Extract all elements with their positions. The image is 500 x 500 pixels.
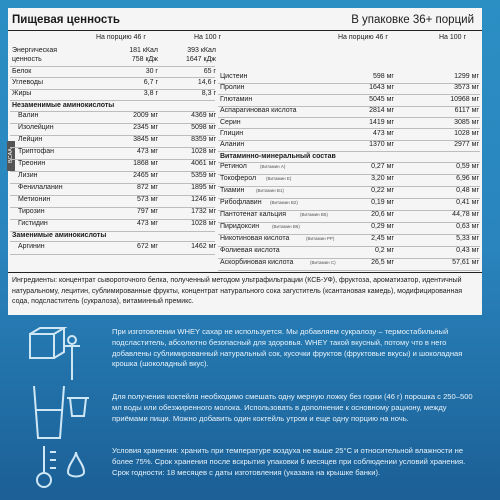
per-100g-value: 8359 мг <box>191 136 216 144</box>
vitamin-tag: (Витамин B5) <box>300 212 328 218</box>
per-serving-value: 0,2 мг <box>374 247 394 255</box>
per-100g-value: 1028 мг <box>191 148 216 156</box>
row-name: Гистидин <box>18 220 48 228</box>
per-100g-value: 0,41 мг <box>456 199 479 207</box>
per-serving-value: 473 мг <box>373 130 394 137</box>
per-serving-value: 1643 мг <box>369 84 394 92</box>
row-name: Фолиевая кислота <box>220 247 280 255</box>
vitamin-tag: (Витамин B6) <box>272 224 300 230</box>
table-row <box>8 72 482 83</box>
row-name: Аргинин <box>18 243 45 250</box>
per-serving-value: 1868 мг <box>133 160 158 168</box>
per-100g-value: 14,6 г <box>197 79 216 86</box>
section-vitamins <box>8 152 482 162</box>
row-name: Белок <box>12 67 32 75</box>
row-name: Серин <box>220 118 241 126</box>
per-100g-value: 5359 мг <box>191 172 216 180</box>
row-name: Никотиновая кислота <box>220 235 290 243</box>
row-name: Глицин <box>220 130 244 137</box>
per-100g-value: 4369 мг <box>191 112 216 120</box>
table-row <box>8 129 482 140</box>
per-serving-value: 3,20 мг <box>371 175 394 183</box>
table-row <box>8 162 482 173</box>
per-serving-value: 2465 мг <box>133 172 158 180</box>
row-name: Незаменимые аминокислоты <box>12 101 115 109</box>
per-100g-value: 6,96 мг <box>456 175 479 183</box>
row-name: Токоферол <box>220 175 257 183</box>
table-row <box>8 140 482 151</box>
col-per-serving: На порцию 46 г <box>96 34 146 41</box>
bcaa-badge: BCAA <box>7 141 15 171</box>
per-100g-value: 0,59 мг <box>456 163 479 171</box>
row-name: Энергическая ценность <box>12 47 58 63</box>
table-row <box>8 83 482 94</box>
per-100g-value: 1732 мг <box>191 208 216 216</box>
row-name: Изолейцин <box>18 124 54 132</box>
row-name: Рибофлавин <box>220 199 262 207</box>
per-serving-value: 26,5 мг <box>371 259 394 267</box>
per-serving-value: 1419 мг <box>369 118 394 126</box>
table-row <box>8 258 482 269</box>
per-100g-value: 1028 мг <box>454 130 479 137</box>
table-row <box>8 95 482 106</box>
per-100g-value: 0,48 мг <box>456 187 479 195</box>
per-100g-value: 3085 мг <box>454 118 479 126</box>
per-serving-value: 872 мг <box>137 184 158 192</box>
row-name: Валин <box>18 112 39 120</box>
vitamin-tag: (Витамин B2) <box>270 200 298 206</box>
row-name: Заменимые аминокислоты <box>12 232 107 240</box>
per-serving-value: 2814 мг <box>369 107 394 115</box>
nutrition-panel <box>8 8 482 315</box>
row-name: Пролин <box>220 84 245 92</box>
per-serving-value: 20,6 мг <box>371 211 394 219</box>
table-row <box>8 46 482 66</box>
col-per-100: На 100 г <box>194 34 222 41</box>
per-serving-value: 2,45 мг <box>371 235 394 243</box>
table-row <box>8 198 482 209</box>
per-100g-value: 57,61 мг <box>452 259 479 267</box>
table-row <box>8 186 482 197</box>
row-name: Аланин <box>220 141 245 149</box>
per-serving-value: 0,29 мг <box>371 223 394 231</box>
per-serving-value: 0,27 мг <box>371 163 394 171</box>
col-per-serving-right: На порцию 46 г <box>338 34 388 41</box>
row-name: Цистеин <box>220 73 248 80</box>
vitamin-tag: (Витамин C) <box>310 260 336 266</box>
row-divider <box>218 270 480 271</box>
per-serving-value: 598 мг <box>373 73 394 80</box>
ingredients-rule <box>8 272 482 273</box>
package-servings: В упаковке 36+ порций <box>351 14 474 26</box>
per-serving-value: 672 мг <box>137 243 158 250</box>
row-name: Жиры <box>12 90 32 98</box>
table-row <box>8 118 482 129</box>
per-serving-value: 1370 мг <box>369 141 394 149</box>
sugar-cube-icon <box>20 326 92 382</box>
per-serving-value: 6,7 г <box>143 79 158 86</box>
per-100g-value: 4061 мг <box>191 160 216 168</box>
per-100g-value: 44,78 мг <box>452 211 479 219</box>
table-row <box>8 210 482 221</box>
row-name: Триптофан <box>18 148 55 156</box>
vitamin-tag: (Витамин A) <box>260 164 286 170</box>
row-name: Лейцин <box>18 136 43 144</box>
per-serving-value: 181 кКал 758 кДж <box>129 47 158 63</box>
column-headers <box>8 33 482 43</box>
row-name: Метионин <box>18 196 51 204</box>
per-100g-value: 1246 мг <box>191 196 216 204</box>
info-preparation: Для получения коктейля необходимо смешать одну мерную ложку без горки (46 г) порошка с 250–500 мл воды или обезжиренного молока. Использовать в дополнение к основному рациону, между приёмами пищи. Можно добавить один коктейль утром и еще одну порцию на ночь. <box>112 392 473 423</box>
row-name: Витаминно-минеральный состав <box>220 152 336 160</box>
per-serving-value: 573 мг <box>137 196 158 204</box>
per-100g-value: 10968 мг <box>450 95 479 103</box>
per-100g-value: 2977 мг <box>454 141 479 149</box>
row-name: Аспарагиновая кислота <box>220 107 297 115</box>
shaker-glass-icon <box>20 380 92 442</box>
per-serving-value: 473 мг <box>137 220 158 228</box>
per-100g-value: 1299 мг <box>454 73 479 80</box>
per-100g-value: 0,63 мг <box>456 223 479 231</box>
vitamin-tag: (Витамин PP) <box>306 236 335 242</box>
per-serving-value: 0,22 мг <box>371 187 394 195</box>
per-serving-value: 797 мг <box>137 208 158 216</box>
row-name: Пантотенат кальция <box>220 211 286 219</box>
per-100g-value: 1462 мг <box>191 243 216 250</box>
table-row <box>8 234 482 245</box>
per-serving-value: 473 мг <box>137 148 158 156</box>
per-serving-value: 5045 мг <box>369 95 394 103</box>
per-serving-value: 3845 мг <box>133 136 158 144</box>
row-name: Глютамин <box>220 95 253 103</box>
per-serving-value: 30 г <box>145 67 158 75</box>
row-name: Треонин <box>18 160 46 168</box>
per-100g-value: 1895 мг <box>191 184 216 192</box>
per-100g-value: 0,43 мг <box>456 247 479 255</box>
table-row <box>8 106 482 117</box>
thermometer-icon <box>20 442 92 490</box>
ingredients-text: Ингредиенты: концентрат сывороточного белка, полученный методом ультрафильтрации (КСБ-УФ), фруктоза, ароматизатор, идентичный натуральному, лецитин, сублимированные фрукты, концентрат натурального сока загуститель (ксантановая камедь), модифицированная сода, подсластитель (сукралоза), витаминный премикс. <box>12 277 463 305</box>
header-rule <box>8 30 482 31</box>
per-100g-value: 6117 мг <box>454 107 479 115</box>
row-name: Тирозин <box>18 208 45 216</box>
row-name: Углеводы <box>12 79 44 86</box>
info-sugar: При изготовлении WHEY сахар не используется. Мы добавляем сукралозу – термостабильный подсластитель, абсолютно безопасный для здоровья. WHEY такой вкусный, потому что в него добавлены сублимированный натуральный сок, кусочки фруктов (фруктовые вкусы) и шоколадная крошка (шоколадный вкус). <box>112 327 463 369</box>
row-name: Лизин <box>18 172 38 180</box>
table-row <box>8 222 482 233</box>
per-100g-value: 8,3 г <box>201 90 216 98</box>
col-per-100-right: На 100 г <box>439 34 467 41</box>
vitamin-tag: (Витамин E) <box>266 176 292 182</box>
per-100g-value: 5,33 мг <box>456 235 479 243</box>
row-name: Фенилаланин <box>18 184 63 192</box>
per-serving-value: 2345 мг <box>133 124 158 132</box>
info-storage: Условия хранения: хранить при температуре воздуха не выше 25°С и относительной влажности не более 75%. Срок хранения после вскрытия упаковки 6 месяцев при соблюдении условий хранения. Срок годности: 18 месяцев с даты изготовления (указана на крышке банки). <box>112 446 466 477</box>
row-name: Тиамин <box>220 187 245 195</box>
per-serving-value: 2009 мг <box>133 112 158 120</box>
per-serving-value: 0,19 мг <box>371 199 394 207</box>
per-100g-value: 65 г <box>203 67 216 75</box>
per-100g-value: 393 кКал 1647 кДж <box>185 47 216 63</box>
row-name: Ретинол <box>220 163 247 171</box>
vitamin-tag: (Витамин B1) <box>256 188 284 194</box>
row-name: Аскорбиновая кислота <box>220 259 294 267</box>
table-row <box>8 246 482 257</box>
panel-title: Пищевая ценность <box>12 14 120 26</box>
per-100g-value: 5098 мг <box>191 124 216 132</box>
per-100g-value: 3573 мг <box>454 84 479 92</box>
row-name: Пиридоксин <box>220 223 260 231</box>
per-serving-value: 3,8 г <box>143 90 158 98</box>
per-100g-value: 1028 мг <box>191 220 216 228</box>
table-row <box>8 174 482 185</box>
